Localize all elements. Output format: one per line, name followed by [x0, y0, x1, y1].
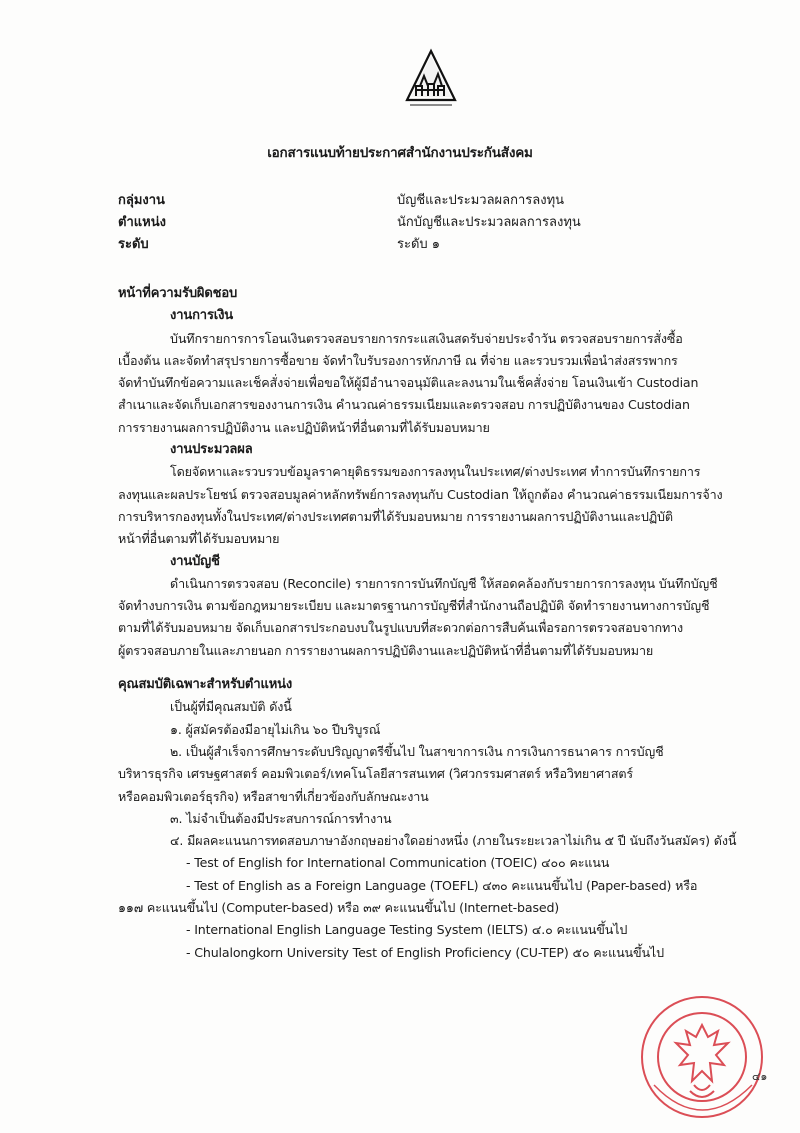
paragraph-line: การรายงานผลการปฏิบัติงาน และปฏิบัติหน้าที่อื่นตามที่ได้รับมอบหมาย [118, 419, 490, 435]
garuda-seal-icon [634, 985, 764, 1125]
meta-value: ระดับ ๑ [397, 237, 441, 252]
processing-paragraph [118, 461, 726, 550]
page-number: ๔๑ [752, 1070, 768, 1083]
paragraph-line: บันทึกรายการการโอนเงินตรวจสอบรายการกระแสเงินสดรับจ่ายประจำวัน ตรวจสอบรายการสั่งซื้อ [170, 330, 683, 346]
qualification-item-2-cont: บริหารธุรกิจ เศรษฐศาสตร์ คอมพิวเตอร์/เทคโนโลยีสารสนเทศ (วิศวกรรมศาสตร์ หรือวิทยาศาสตร์ [118, 766, 634, 782]
meta-row-group [118, 190, 718, 212]
paragraph-line: ตามที่ได้รับมอบหมาย จัดเก็บเอกสารประกอบงบในรูปแบบที่สะดวกต่อการสืบค้นเพื่อรอการตรวจสอบจากทาง [118, 620, 684, 636]
section-heading-processing: งานประมวลผล [170, 442, 253, 458]
paragraph-line: ดำเนินการตรวจสอบ (Reconcile) รายการการบันทึกบัญชี ให้สอดคล้องกับรายการการลงทุน บันทึกบัญชี [170, 575, 718, 591]
meta-label: กลุ่มงาน [118, 193, 165, 208]
meta-value: นักบัญชีและประมวลผลการลงทุน [397, 215, 581, 230]
document-body [118, 283, 737, 964]
paragraph-line: จัดทำงบการเงิน ตามข้อกฎหมายระเบียบ และมาตรฐานการบัญชีที่สำนักงานถือปฏิบัติ จัดทำรายงานทางการบัญชี [118, 598, 710, 614]
test-cutep: - Chulalongkorn University Test of English Proficiency (CU-TEP) ๕๐ คะแนนขึ้นไป [186, 944, 664, 960]
qualification-item-4: ๔. มีผลคะแนนการทดสอบภาษาอังกฤษอย่างใดอย่างหนึ่ง (ภายในระยะเวลาไม่เกิน ๕ ปี นับถึงวันสมัคร) ดังนี้ [170, 833, 737, 849]
qualification-item-1: ๑. ผู้สมัครต้องมีอายุไม่เกิน ๖๐ ปีบริบูรณ์ [170, 721, 381, 737]
position-meta [118, 190, 718, 256]
test-ielts: - International English Language Testing System (IELTS) ๔.๐ คะแนนขึ้นไป [186, 922, 628, 938]
paragraph-line: โดยจัดหาและรวบรวบข้อมูลราคายุติธรรมของการลงทุนในประเทศ/ต่างประเทศ ทำการบันทึกรายการ [170, 464, 701, 480]
meta-label: ระดับ [118, 237, 149, 252]
meta-label: ตำแหน่ง [118, 215, 166, 230]
qualifications-intro: เป็นผู้ที่มีคุณสมบัติ ดังนี้ [170, 699, 292, 715]
test-toeic: - Test of English for International Communication (TOEIC) ๔๐๐ คะแนน [186, 855, 610, 871]
paragraph-line: การบริหารกองทุนทั้งในประเทศ/ต่างประเทศตามที่ได้รับมอบหมาย การรายงานผลการปฏิบัติงานและปฏิบัติ [118, 508, 673, 524]
paragraph-line: ลงทุนและผลประโยชน์ ตรวจสอบมูลค่าหลักทรัพย์การลงทุนกับ Custodian ให้ถูกต้อง คำนวณค่าธรรมเนียมการจ้าง [118, 486, 723, 502]
qualification-item-2: ๒. เป็นผู้สำเร็จการศึกษาระดับปริญญาตรีขึ้นไป ในสาขาการเงิน การเงินการธนาคาร การบัญชี [170, 743, 664, 759]
meta-row-position [118, 212, 718, 234]
qualifications-heading: คุณสมบัติเฉพาะสำหรับตำแหน่ง [118, 677, 293, 693]
finance-paragraph [118, 328, 726, 439]
responsibilities-heading: หน้าที่ความรับผิดชอบ [118, 286, 238, 301]
section-heading-accounting: งานบัญชี [170, 553, 220, 569]
test-toefl: - Test of English as a Foreign Language (TOEFL) ๔๓๐ คะแนนขึ้นไป (Paper-based) หรือ [186, 877, 698, 893]
qualification-item-2-cont: หรือคอมพิวเตอร์ธุรกิจ) หรือสาขาที่เกี่ยวข้องกับลักษณะงาน [118, 788, 429, 804]
meta-value: บัญชีและประมวลผลการลงทุน [397, 193, 565, 208]
paragraph-line: สำเนาและจัดเก็บเอกสารของงานการเงิน คำนวณค่าธรรมเนียมและตรวจสอบ การปฏิบัติงานของ Custodian [118, 397, 690, 413]
qualification-item-3: ๓. ไม่จำเป็นต้องมีประสบการณ์การทำงาน [170, 810, 392, 826]
test-toefl-cont: ๑๑๗ คะแนนขึ้นไป (Computer-based) หรือ ๓๙ คะแนนขึ้นไป (Internet-based) [118, 900, 560, 916]
paragraph-line: หน้าที่อื่นตามที่ได้รับมอบหมาย [118, 531, 280, 547]
paragraph-line: เบื้องต้น และจัดทำสรุปรายการซื้อขาย จัดทำใบรับรองการหักภาษี ณ ที่จ่าย และรวบรวมเพื่อนำส่งสรรพากร [118, 352, 678, 368]
paragraph-line: ผู้ตรวจสอบภายในและภายนอก การรายงานผลการปฏิบัติงานและปฏิบัติหน้าที่อื่นตามที่ได้รับมอบหมาย [118, 642, 654, 658]
meta-row-level [118, 234, 718, 256]
document-title: เอกสารแนบท้ายประกาศสำนักงานประกันสังคม [267, 145, 533, 161]
accounting-paragraph [118, 573, 726, 662]
social-security-office-logo-icon [404, 48, 458, 110]
paragraph-line: จัดทำบันทึกข้อความและเช็คสั่งจ่ายเพื่อขอให้ผู้มีอำนาจอนุมัติและลงนามในเช็คสั่งจ่าย โอนเงินเข้า Custodian [118, 375, 699, 391]
section-heading-finance: งานการเงิน [170, 308, 234, 324]
